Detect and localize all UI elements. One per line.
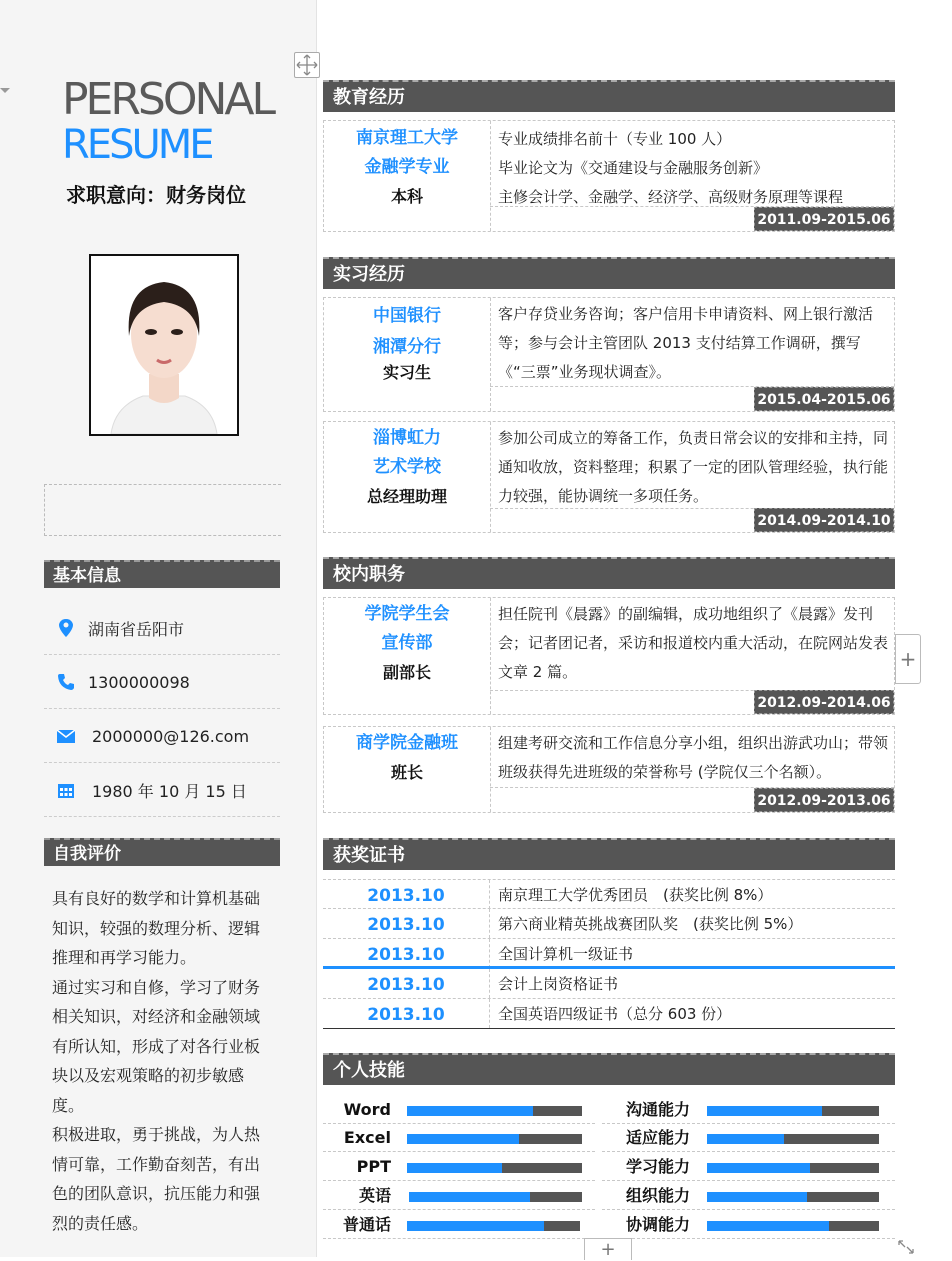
add-column-button[interactable]: + — [895, 634, 921, 684]
skill-bar — [707, 1163, 879, 1173]
education-left — [324, 121, 491, 231]
skill-bar — [707, 1221, 879, 1231]
internship-1-desc: 客户存贷业务咨询；客户信用卡申请资料、网上银行激活等；参与会计主管团队 2013 支付结算工作调研，撰写《“三票”业务现状调查》。 — [498, 305, 874, 381]
basic-info-heading: 基本信息 — [44, 560, 280, 588]
campus-1-desc: 担任院刊《晨露》的副编辑，成功地组织了《晨露》发刊会；记者团记者，采访和报道校内重大活动，在院网站发表文章 2 篇。 — [498, 605, 889, 681]
award-year: 2013.10 — [323, 969, 490, 998]
award-name: 全国计算机一级证书 — [498, 945, 634, 963]
self-eval-para-2: 通过实习和自修，学习了财务相关知识，对经济和金融领域有所认知，形成了对各行业板块以及宏观策略的初步敏感度。 — [52, 977, 261, 1115]
skill-bar — [407, 1163, 582, 1173]
internship-2-org2: 艺术学校 — [373, 457, 441, 477]
skill-bar — [707, 1134, 879, 1144]
skill-row — [602, 1096, 895, 1124]
education-details — [498, 125, 890, 212]
skill-name: 适应能力 — [625, 1128, 690, 1147]
campus-heading: 校内职务 — [323, 557, 895, 589]
skill-bar — [407, 1221, 580, 1231]
internship-entry-1 — [323, 297, 895, 412]
award-year: 2013.10 — [323, 939, 490, 968]
school-name: 南京理工大学 — [356, 128, 458, 148]
award-row — [323, 999, 895, 1029]
location-text: 湖南省岳阳市 — [88, 619, 185, 639]
skills-heading: 个人技能 — [323, 1053, 895, 1085]
skill-bar-fill — [407, 1163, 502, 1173]
skill-name: 协调能力 — [625, 1215, 690, 1234]
campus-entry-2 — [323, 726, 895, 813]
skill-bar-fill — [407, 1221, 544, 1231]
skill-bar — [407, 1106, 582, 1116]
skill-bar-fill — [407, 1134, 519, 1144]
skill-bar-fill — [707, 1192, 807, 1202]
birthday-row — [44, 764, 280, 817]
resume-title-line2: RESUME — [62, 122, 212, 168]
education-date: 2011.09-2015.06 — [754, 207, 894, 231]
skill-name: 沟通能力 — [625, 1100, 690, 1119]
table-move-handle[interactable] — [294, 52, 320, 78]
self-eval-heading: 自我评价 — [44, 838, 280, 866]
resize-handle-icon[interactable] — [896, 1238, 920, 1258]
calendar-icon — [44, 782, 88, 798]
internship-1-date: 2015.04-2015.06 — [754, 387, 894, 411]
campus-1-org2: 宣传部 — [381, 633, 433, 653]
campus-entry-1 — [323, 597, 895, 715]
education-line-3: 主修会计学、金融学、经济学、高级财务原理等课程 — [498, 188, 844, 206]
add-row-button[interactable]: + — [584, 1238, 632, 1260]
major-name: 金融学专业 — [364, 157, 450, 177]
phone-row — [44, 656, 280, 709]
award-name: 全国英语四级证书（总分 603 份） — [498, 1005, 732, 1023]
campus-1-date: 2012.09-2014.06 — [754, 690, 894, 714]
job-intent: 求职意向：财务岗位 — [66, 183, 246, 207]
internship-1-left — [324, 298, 491, 411]
skill-bar-fill — [707, 1221, 829, 1231]
phone-icon — [44, 673, 88, 691]
internship-1-org1: 中国银行 — [373, 306, 441, 326]
award-row — [323, 969, 895, 999]
skill-row — [602, 1124, 895, 1152]
internship-heading: 实习经历 — [323, 257, 895, 289]
education-line-1: 专业成绩排名前十（专业 100 人） — [498, 130, 732, 148]
email-text: 2000000@126.com — [92, 726, 250, 746]
skill-bar — [707, 1106, 879, 1116]
skill-name: 英语 — [358, 1186, 391, 1205]
campus-2-left — [324, 727, 491, 812]
skill-name: 学习能力 — [625, 1157, 690, 1176]
skill-bar-fill — [707, 1134, 784, 1144]
location-row — [44, 602, 280, 655]
skill-row — [323, 1182, 595, 1210]
profile-photo — [89, 254, 239, 436]
skill-bar-fill — [409, 1192, 530, 1202]
degree-name: 本科 — [390, 187, 423, 206]
skill-bar-fill — [707, 1106, 822, 1116]
award-year: 2013.10 — [323, 909, 490, 938]
education-line-2: 毕业论文为《交通建设与金融服务创新》 — [498, 159, 769, 177]
education-entry — [323, 120, 895, 232]
award-name: 南京理工大学优秀团员 (获奖比例 8%） — [498, 886, 773, 904]
phone-text: 1300000098 — [88, 672, 190, 692]
internship-2-desc: 参加公司成立的筹备工作，负责日常会议的安排和主持，同通知收放，资料整理；积累了一定的团队管理经验，执行能力较强，能协调统一多项任务。 — [498, 429, 889, 505]
skill-bar — [707, 1192, 879, 1202]
internship-2-org1: 淄博虹力 — [373, 428, 441, 448]
campus-1-left — [324, 598, 491, 714]
skill-row — [323, 1153, 595, 1181]
birthday-text: 1980 年 10 月 15 日 — [92, 781, 247, 801]
self-eval-text — [52, 884, 274, 1238]
resume-title-line1: PERSONAL — [62, 74, 273, 125]
self-eval-para-3: 积极进取，勇于挑战，为人热情可靠，工作勤奋刻苦，有出色的团队意识，抗压能力和强烈的责任感。 — [52, 1125, 261, 1233]
education-heading: 教育经历 — [323, 80, 895, 112]
skill-name: 普通话 — [342, 1215, 391, 1234]
skill-bar — [407, 1134, 582, 1144]
campus-2-date: 2012.09-2013.06 — [754, 788, 894, 812]
internship-2-left — [324, 422, 491, 532]
award-year: 2013.10 — [323, 880, 490, 909]
skill-row — [323, 1124, 595, 1152]
award-row — [323, 909, 895, 939]
skill-row — [602, 1153, 895, 1181]
skill-bar — [409, 1192, 582, 1202]
awards-heading: 获奖证书 — [323, 838, 895, 870]
location-pin-icon — [44, 619, 88, 637]
skill-name: Word — [343, 1100, 391, 1119]
skill-row — [602, 1211, 895, 1239]
award-row — [323, 879, 895, 909]
ruler-marker — [0, 88, 10, 93]
email-icon — [44, 730, 88, 743]
campus-1-org1: 学院学生会 — [364, 604, 450, 624]
internship-entry-2 — [323, 421, 895, 533]
skill-bar-fill — [407, 1106, 533, 1116]
skill-name: Excel — [343, 1128, 391, 1147]
award-row — [323, 939, 895, 969]
campus-1-role: 副部长 — [382, 663, 431, 682]
skill-name: 组织能力 — [625, 1186, 690, 1205]
internship-1-org2: 湘潭分行 — [373, 337, 441, 357]
portrait-image — [91, 256, 237, 434]
skill-name: PPT — [356, 1157, 391, 1176]
internship-1-role: 实习生 — [382, 363, 431, 382]
blank-placeholder-box — [44, 484, 281, 536]
campus-2-role: 班长 — [390, 763, 423, 782]
skill-row — [602, 1182, 895, 1210]
campus-2-desc: 组建考研交流和工作信息分享小组，组织出游武功山；带领班级获得先进班级的荣誉称号 (学院仅三个名额）。 — [498, 734, 889, 781]
campus-2-org1: 商学院金融班 — [356, 733, 458, 753]
self-eval-para-1: 具有良好的数学和计算机基础知识，较强的数理分析、逻辑推理和再学习能力。 — [52, 889, 261, 967]
skill-row — [323, 1096, 595, 1124]
email-row — [44, 710, 280, 763]
award-year: 2013.10 — [323, 999, 490, 1028]
skill-row — [323, 1211, 595, 1239]
skill-bar-fill — [707, 1163, 810, 1173]
internship-2-role: 总经理助理 — [366, 487, 447, 506]
move-arrows-icon — [295, 53, 319, 77]
internship-2-date: 2014.09-2014.10 — [754, 508, 894, 532]
award-name: 会计上岗资格证书 — [498, 975, 619, 993]
award-name: 第六商业精英挑战赛团队奖 (获奖比例 5%） — [498, 915, 803, 933]
